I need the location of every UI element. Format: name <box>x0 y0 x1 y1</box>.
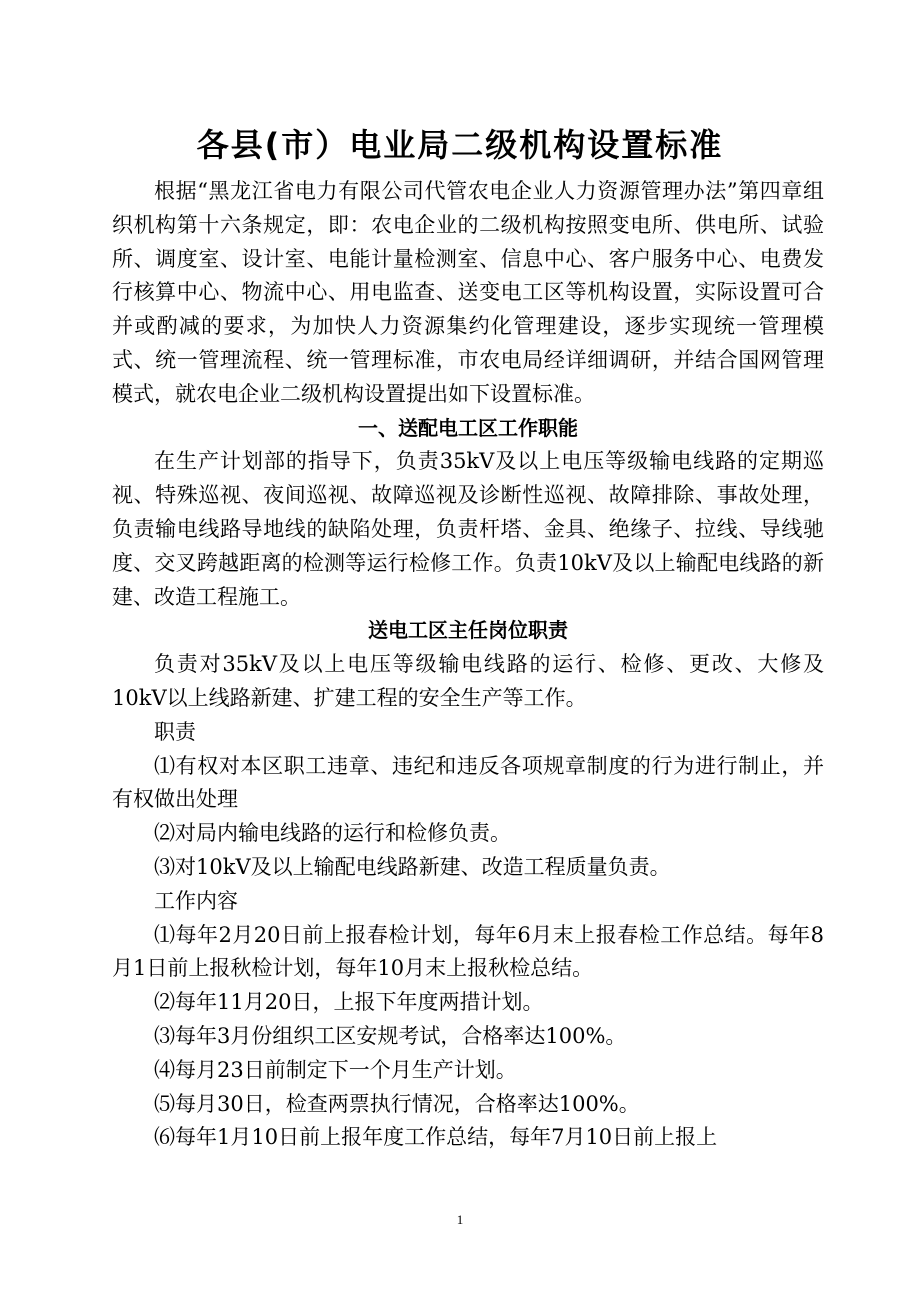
work-item: ⑴每年2月20日前上报春检计划，每年6月末上报春检工作总结。每年8月1日前上报秋检计划，每年10月末上报秋检总结。 <box>112 922 824 981</box>
duty-item: ⑶对10kV及以上输配电线路新建、改造工程质量负责。 <box>154 854 671 879</box>
section-heading-director-duties: 送电工区主任岗位职责 <box>368 618 568 643</box>
document-body <box>112 175 824 1155</box>
duties-label: 职责 <box>154 719 196 744</box>
section-paragraph-functions: 在生产计划部的指导下，负责35kV及以上电压等级输电线路的定期巡视、特殊巡视、夜间巡视、故障巡视及诊断性巡视、故障排除、事故处理，负责输电线路导地线的缺陷处理，负责杆塔、金具、绝缘子、拉线、导线驰度、交叉跨越距离的检测等运行检修工作。负责10kV及以上输配电线路的新建、改造工程施工。 <box>112 449 824 609</box>
section-paragraph-director-scope: 负责对35kV及以上电压等级输电线路的运行、检修、更改、大修及10kV以上线路新建、扩建工程的安全生产等工作。 <box>112 652 824 710</box>
document-title: 各县(市）电业局二级机构设置标准 <box>196 126 724 164</box>
duty-item: ⑴有权对本区职工违章、违纪和违反各项规章制度的行为进行制止，并有权做出处理 <box>112 753 824 812</box>
section-heading-transmission-district: 一、送配电工区工作职能 <box>358 415 578 440</box>
duty-item: ⑵对局内输电线路的运行和检修负责。 <box>154 821 511 846</box>
work-item: ⑹每年1月10日前上报年度工作总结，每年7月10日前上报上 <box>154 1125 718 1150</box>
page-number: 1 <box>456 1212 464 1227</box>
intro-paragraph: 根据“黑龙江省电力有限公司代管农电企业人力资源管理办法”第四章组织机构第十六条规定，即：农电企业的二级机构按照变电所、供电所、试验所、调度室、设计室、电能计量检测室、信息中心、客户服务中心、电费发行核算中心、物流中心、用电监查、送变电工区等机构设置，实际设置可合并或酌减的要求，为加快人力资源集约化管理建设，逐步实现统一管理模式、统一管理流程、统一管理标准，市农电局经详细调研，并结合国网管理模式，就农电企业二级机构设置提出如下设置标准。 <box>112 179 824 406</box>
work-item: ⑵每年11月20日，上报下年度两措计划。 <box>154 990 544 1015</box>
work-item: ⑷每月23日前制定下一个月生产计划。 <box>154 1057 517 1082</box>
work-item: ⑶每年3月份组织工区安规考试，合格率达100%。 <box>154 1023 627 1048</box>
work-content-label: 工作内容 <box>154 888 238 913</box>
work-item: ⑸每月30日，检查两票执行情况，合格率达100%。 <box>154 1091 640 1116</box>
